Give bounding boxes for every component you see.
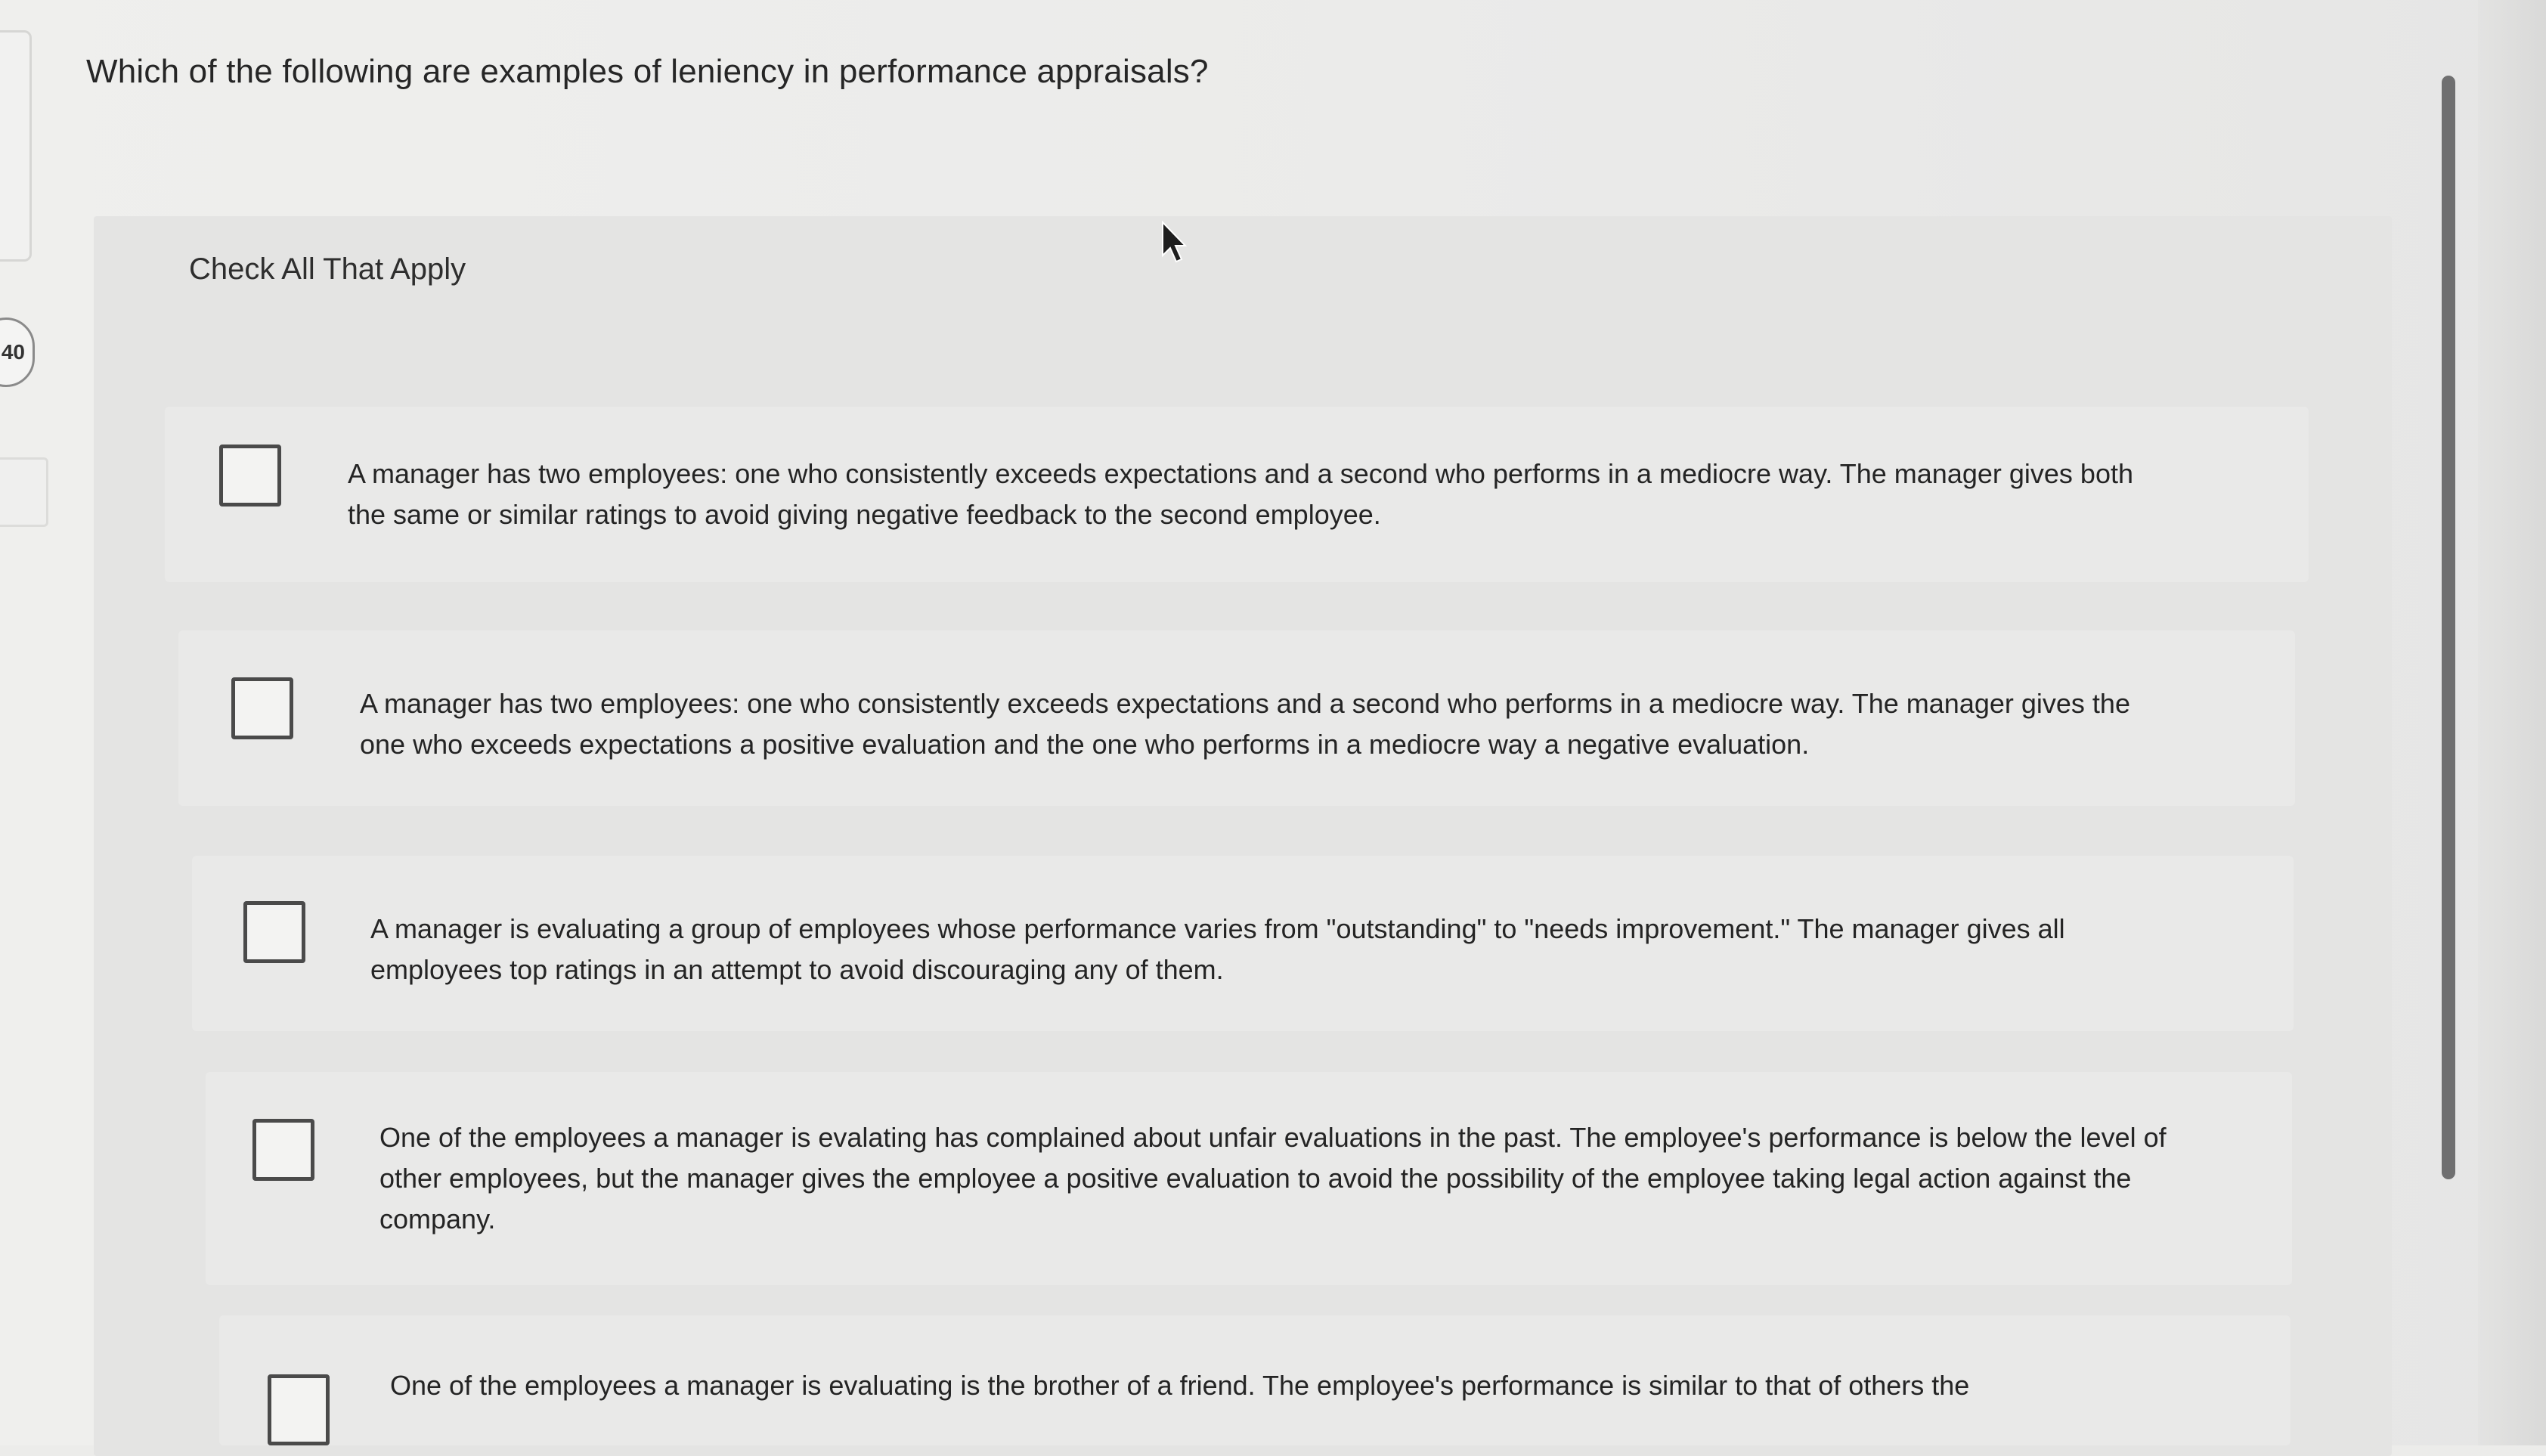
option-text: One of the employees a manager is evalating has complained about unfair evaluations in the past. The employee's performance is below the level of other employees, but the manager gives the employee a positive evaluation to avoid the possibility of the employee taking legal action against the company. [379,1122,2167,1235]
checkbox-unchecked-icon[interactable] [252,1119,314,1181]
option-text: One of the employees a manager is evaluating is the brother of a friend. The employee's performance is similar to that of others the [390,1370,1970,1401]
vertical-scrollbar[interactable] [2442,76,2455,1179]
question-prompt: Which of the following are examples of leniency in performance appraisals? [86,53,1209,90]
answer-option[interactable] [178,630,2295,806]
previous-question-card[interactable] [0,30,32,262]
answer-option[interactable] [219,1315,2290,1445]
checkbox-unchecked-icon[interactable] [268,1374,330,1445]
instruction-label: Check All That Apply [189,252,466,286]
checkbox-unchecked-icon[interactable] [231,677,293,739]
answer-option[interactable] [165,407,2309,582]
checkbox-unchecked-icon[interactable] [243,901,305,963]
answer-option[interactable] [206,1072,2292,1285]
option-text: A manager has two employees: one who consistently exceeds expectations and a second who performs in a mediocre way. The manager gives both the same or similar ratings to avoid giving negative feedback to the second employee. [348,458,2133,530]
mouse-pointer-icon [1161,221,1187,263]
option-text: A manager is evaluating a group of employees whose performance varies from "outstanding" to "needs improvement." The manager gives all employees top ratings in an attempt to avoid discouraging any of them. [370,913,2065,985]
answer-option[interactable] [192,856,2294,1031]
question-flag-box[interactable] [0,457,48,527]
question-number: 40 [1,340,25,364]
checkbox-unchecked-icon[interactable] [219,445,281,507]
window-edge [2478,0,2546,1445]
option-text: A manager has two employees: one who consistently exceeds expectations and a second who performs in a mediocre way. The manager gives the one who exceeds expectations a positive evaluation and the one who performs in a mediocre way a negative evaluation. [360,688,2130,760]
